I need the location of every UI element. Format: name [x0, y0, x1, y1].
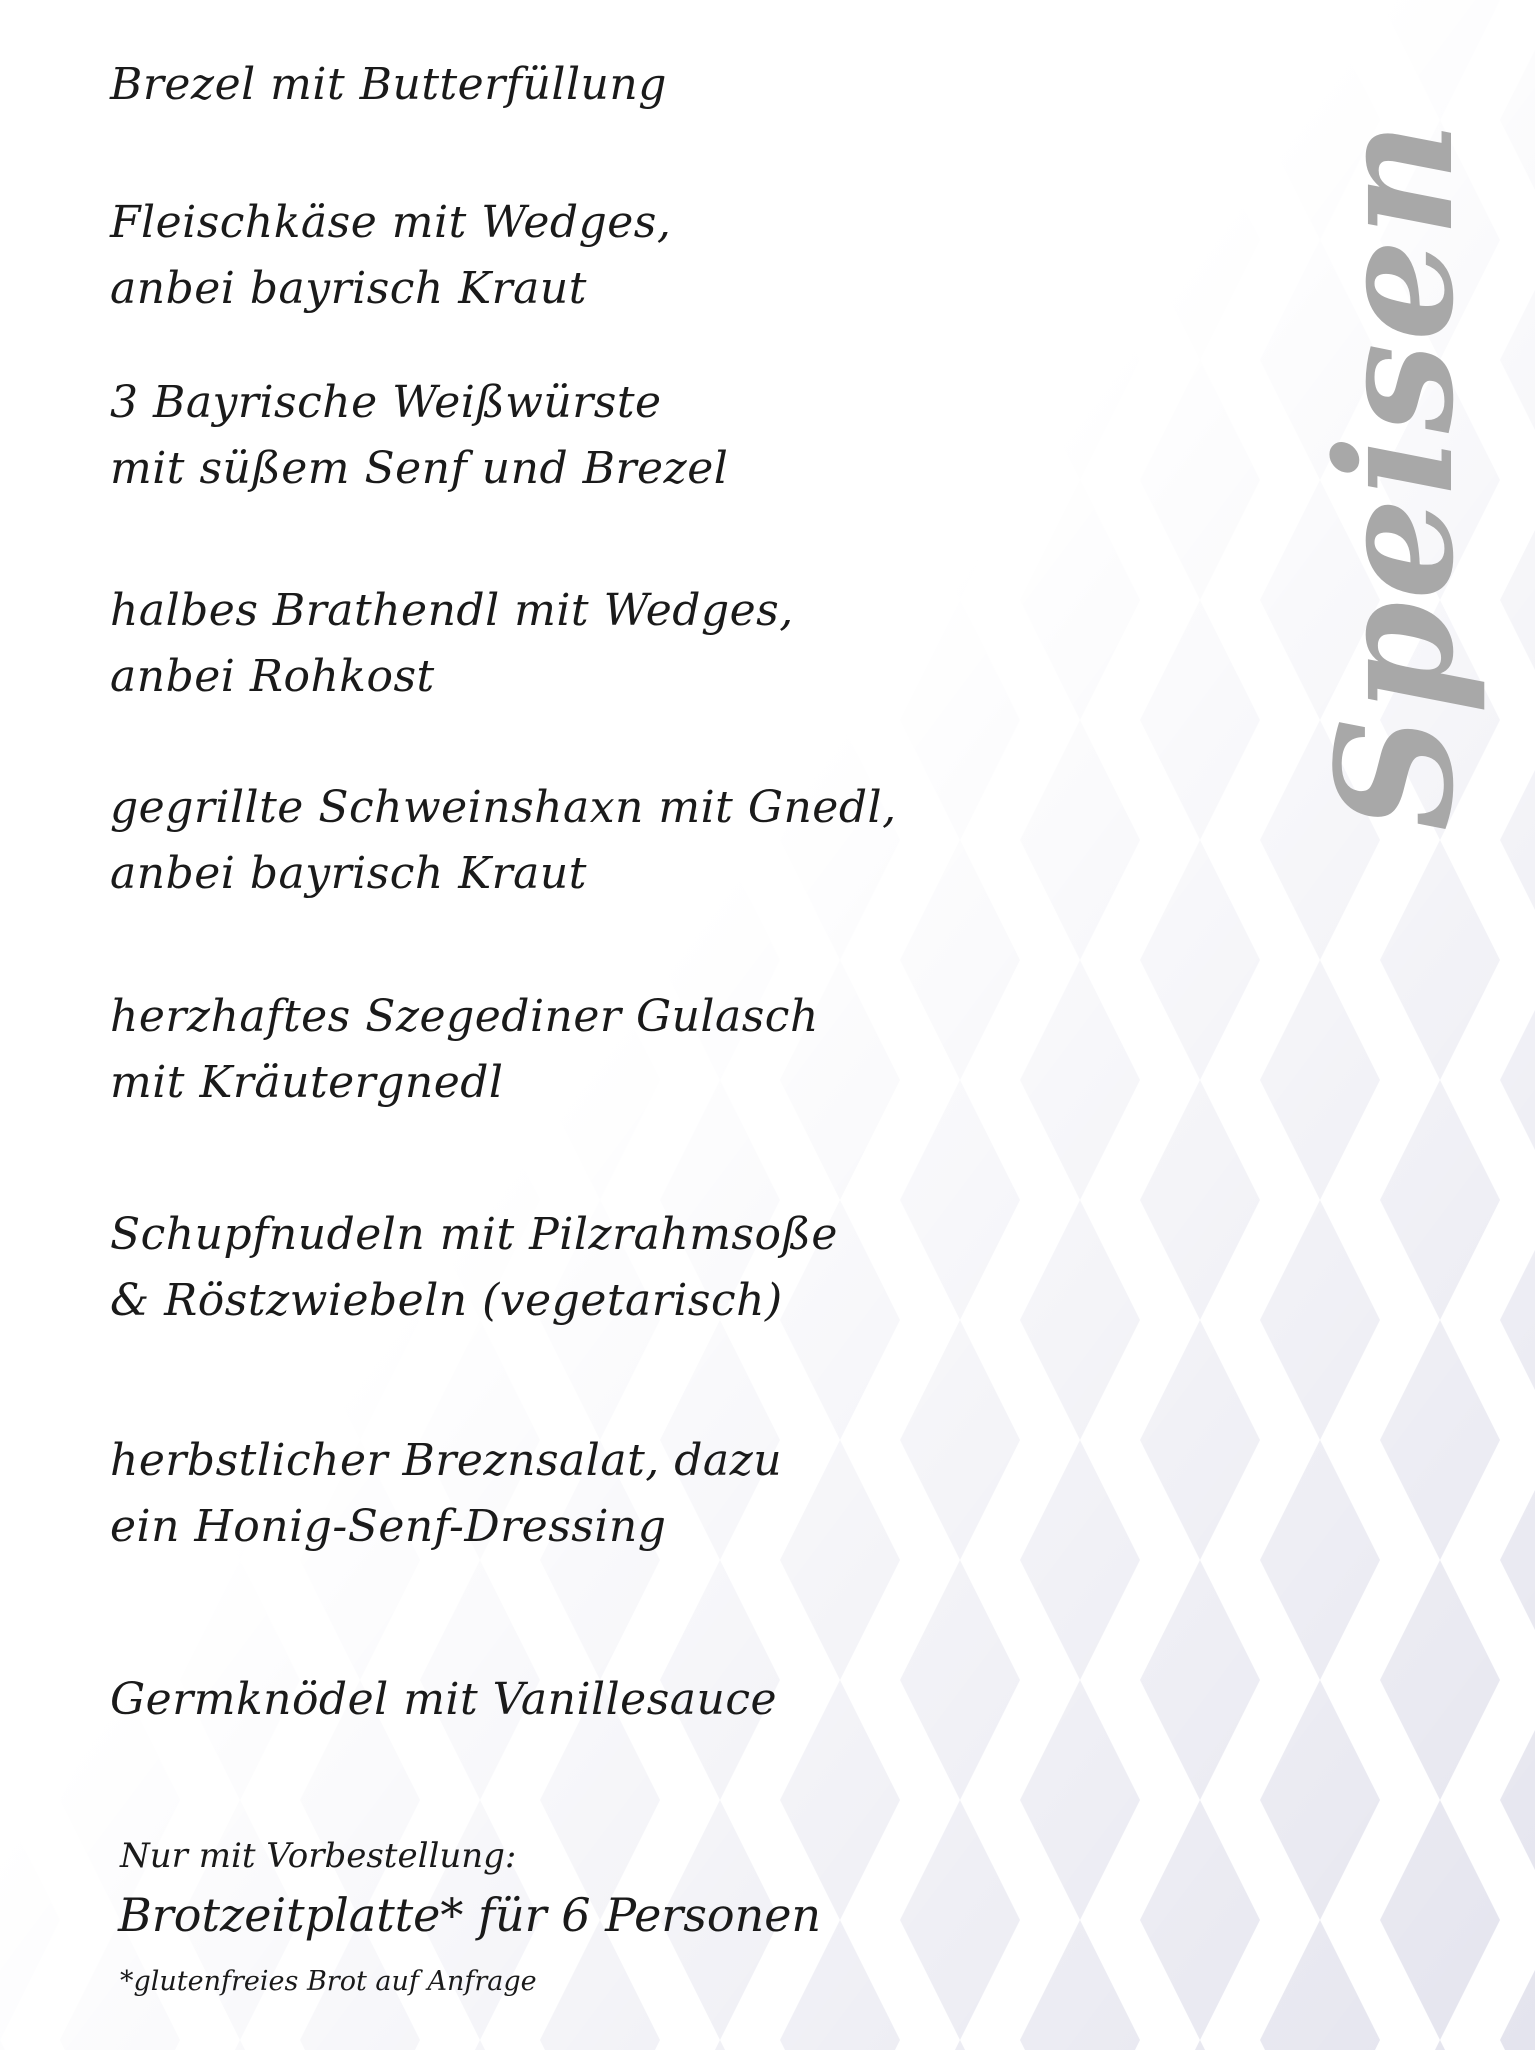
dish-item	[110, 1667, 777, 1733]
dish-item	[110, 578, 794, 710]
dish-line: Brezel mit Butterfüllung	[110, 59, 667, 110]
dish-line: anbei bayrisch Kraut	[110, 263, 587, 314]
dish-line: halbes Brathendl mit Wedges,	[110, 585, 794, 636]
dish-line: 3 Bayrische Weißwürste	[110, 377, 662, 428]
dish-item	[110, 1202, 838, 1334]
dish-item	[110, 984, 819, 1116]
dish-item	[110, 370, 728, 502]
dish-line: mit Kräutergnedl	[110, 1057, 504, 1108]
dish-line: herbstlicher Breznsalat, dazu	[110, 1435, 783, 1486]
dish-item	[110, 775, 897, 907]
dish-line: Fleischkäse mit Wedges,	[110, 197, 672, 248]
dish-line: herzhaftes Szegediner Gulasch	[110, 991, 819, 1042]
dish-line: Schupfnudeln mit Pilzrahmsoße	[110, 1209, 838, 1260]
dish-line: & Röstzwiebeln (vegetarisch)	[110, 1275, 783, 1326]
dish-line: anbei bayrisch Kraut	[110, 848, 587, 899]
dish-line: ein Honig-Senf-Dressing	[110, 1501, 667, 1552]
preorder-footnote: *glutenfreies Brot auf Anfrage	[120, 1966, 537, 1997]
dish-line: anbei Rohkost	[110, 651, 435, 702]
section-title: Speisen	[1301, 118, 1489, 832]
dish-line: mit süßem Senf und Brezel	[110, 443, 729, 494]
preorder-item: Brotzeitplatte* für 6 Personen	[118, 1888, 822, 1942]
dish-item	[110, 52, 667, 118]
dish-line: gegrillte Schweinshaxn mit Gnedl,	[110, 782, 897, 833]
preorder-header: Nur mit Vorbestellung:	[120, 1836, 517, 1876]
dish-item	[110, 1428, 782, 1560]
dish-item	[110, 190, 671, 322]
dish-line: Germknödel mit Vanillesauce	[110, 1674, 778, 1725]
